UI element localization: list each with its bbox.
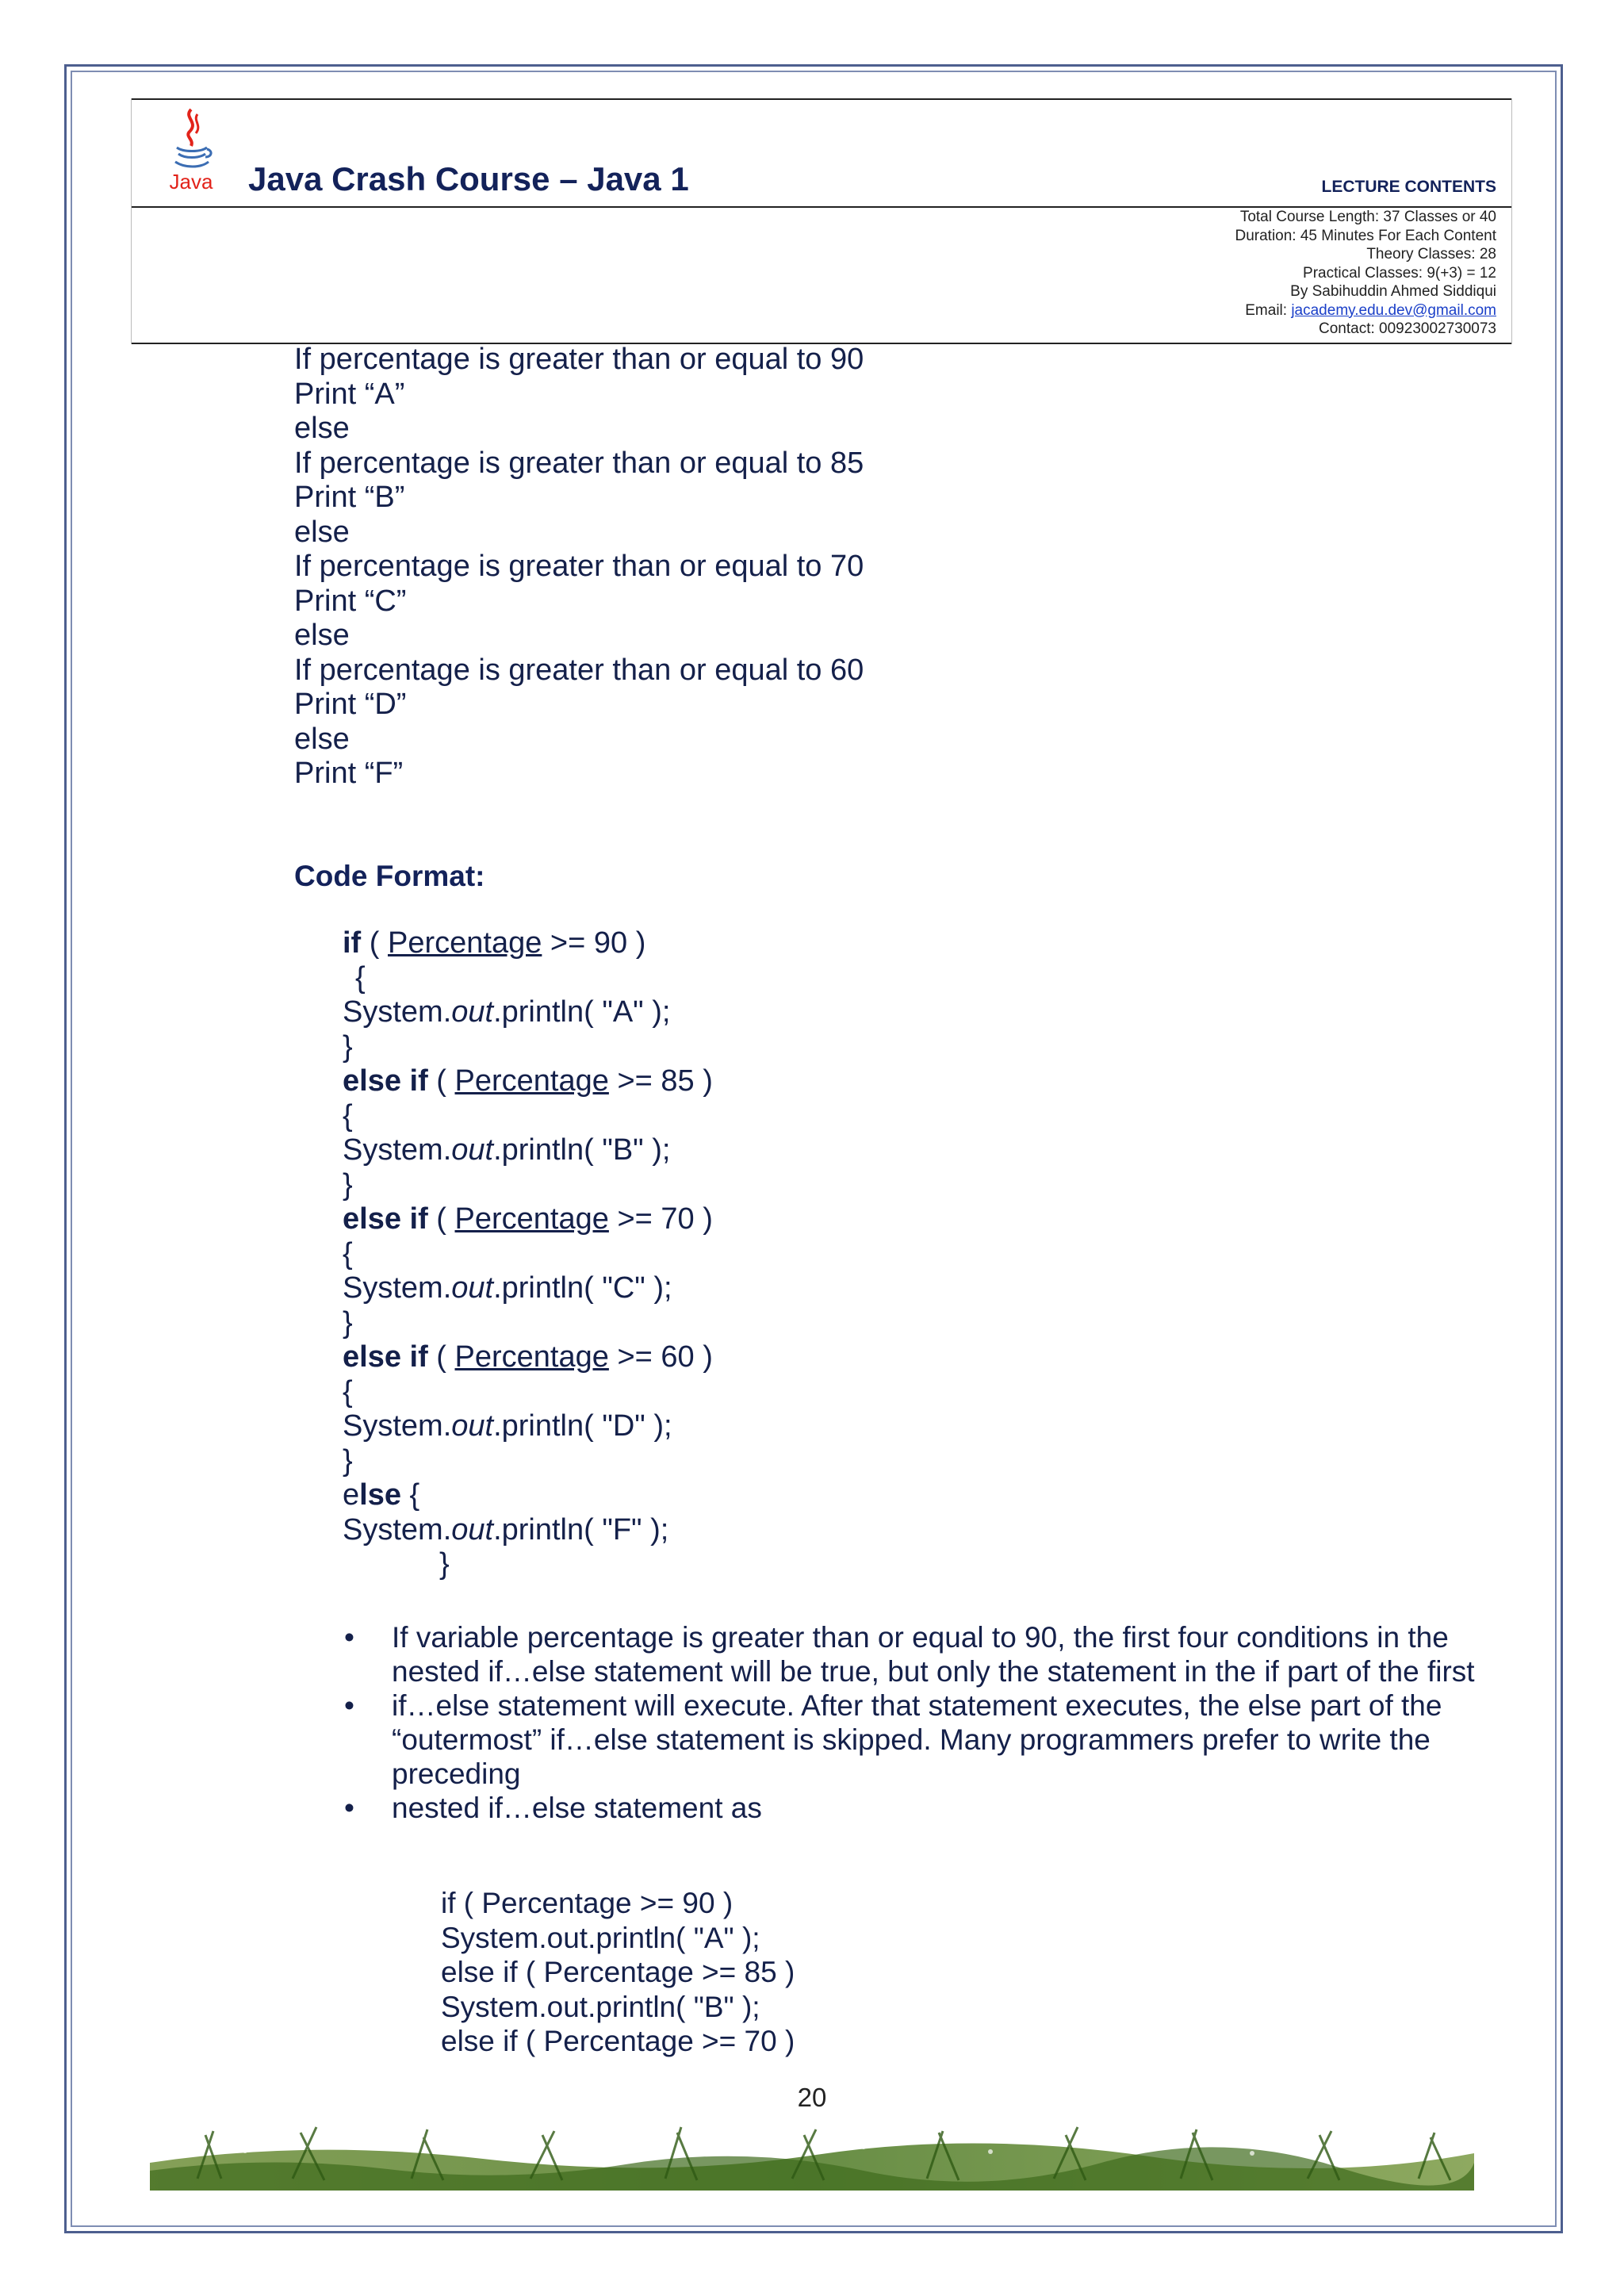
email-label: Email: (1245, 301, 1292, 319)
out-text: out (451, 1409, 494, 1443)
system-text: System. (343, 1133, 452, 1167)
code-block (343, 926, 713, 1582)
code-line-else-if (343, 1340, 713, 1375)
else-if-keyword: else if (343, 1064, 428, 1098)
code-line-brace: } (343, 1305, 353, 1340)
system-text: System. (343, 1271, 452, 1305)
println-text: .println( "A" ); (493, 995, 671, 1029)
condition: >= 90 ) (542, 926, 646, 960)
system-text: System. (343, 1512, 452, 1547)
code-line-print (343, 1513, 713, 1548)
code-line-brace: { (343, 1236, 353, 1271)
pseudocode-line: If percentage is greater than or equal to 60 (294, 653, 864, 687)
out-text: out (451, 1133, 494, 1167)
pseudocode-line: If percentage is greater than or equal to 90 (294, 343, 864, 376)
course-length: Total Course Length: 37 Classes or 40 (1239, 209, 1496, 225)
pseudocode-line: Print “B” (294, 481, 405, 514)
paren: ( (427, 1340, 455, 1374)
system-text: System. (343, 1409, 452, 1443)
pseudocode-line: If percentage is greater than or equal to 85 (294, 446, 864, 480)
code-line-brace: { (343, 1098, 353, 1133)
percentage-variable: Percentage (454, 1340, 609, 1374)
else-if-keyword: else if (343, 1340, 428, 1374)
else-if-keyword: else if (343, 1202, 428, 1236)
pseudocode-line: Print “C” (294, 584, 407, 618)
println-text: .println( "C" ); (493, 1271, 672, 1305)
percentage-variable: Percentage (454, 1064, 609, 1098)
out-text: out (451, 1512, 494, 1547)
java-logo-text: Java (169, 170, 213, 194)
code-example-2 (441, 1886, 795, 2059)
code-format-heading: Code Format: (294, 860, 485, 892)
code2-line: else if ( Percentage >= 85 ) (441, 1956, 795, 1988)
pseudocode-line: If percentage is greater than or equal to 70 (294, 550, 864, 583)
author: By Sabihuddin Ahmed Siddiqui (1290, 283, 1496, 300)
code2-line: System.out.println( "A" ); (441, 1921, 760, 1954)
println-text: .println( "B" ); (493, 1133, 671, 1167)
code2-line: if ( Percentage >= 90 ) (441, 1887, 733, 1919)
code-line-brace: } (343, 1029, 353, 1064)
pseudocode-line: Print “F” (294, 757, 404, 790)
system-text: System. (343, 995, 452, 1029)
code-line-brace: { (355, 960, 366, 995)
code2-line: System.out.println( "B" ); (441, 1990, 760, 2023)
course-duration: Duration: 45 Minutes For Each Content (1235, 227, 1496, 244)
else-keyword: lse (359, 1478, 401, 1512)
header-right-border (1511, 98, 1512, 344)
pseudocode-block (294, 343, 864, 792)
out-text: out (451, 1271, 494, 1305)
code-line-if (343, 926, 713, 961)
bullet-icon: • (344, 1792, 354, 1824)
paren: ( (361, 926, 388, 960)
bullet-icon: • (344, 1689, 354, 1722)
code-line-print (343, 1133, 713, 1168)
condition: >= 70 ) (608, 1202, 713, 1236)
code-line-brace: } (343, 1167, 353, 1202)
if-keyword: if (343, 926, 362, 960)
course-title: Java Crash Course – Java 1 (248, 160, 689, 197)
bullet-icon: • (344, 1621, 354, 1654)
email-line (1235, 301, 1496, 320)
code-line-else-if (343, 1064, 713, 1099)
println-text: .println( "F" ); (493, 1512, 669, 1547)
code-line-else-if (343, 1202, 713, 1237)
list-item-text: nested if…else statement as (392, 1792, 762, 1824)
header-left-border (131, 98, 132, 344)
email-link[interactable]: jacademy.edu.dev@gmail.com (1291, 301, 1496, 319)
percentage-variable: Percentage (388, 926, 542, 960)
header-top-rule (131, 98, 1512, 100)
code-line-brace: } (343, 1443, 353, 1478)
paren: ( (427, 1202, 455, 1236)
code-line-print (343, 1271, 713, 1306)
pseudocode-line: Print “D” (294, 688, 407, 721)
pseudocode-line: else (294, 412, 350, 445)
lecture-contents-label: LECTURE CONTENTS (1321, 178, 1496, 196)
code-line-else (343, 1478, 713, 1513)
pseudocode-line: else (294, 515, 350, 549)
percentage-variable: Percentage (454, 1202, 609, 1236)
println-text: .println( "D" ); (493, 1409, 672, 1443)
grass-footer-image (150, 2115, 1474, 2191)
page-header (131, 98, 1512, 344)
out-text: out (451, 995, 494, 1029)
condition: >= 60 ) (608, 1340, 713, 1374)
contact: Contact: 00923002730073 (1319, 320, 1496, 337)
theory-classes: Theory Classes: 28 (1366, 246, 1496, 263)
list-item (343, 1620, 1484, 1688)
code-line-brace: } (439, 1547, 450, 1581)
code-line-print (343, 1409, 713, 1444)
pseudocode-line: Print “A” (294, 377, 405, 411)
explanation-list (343, 1620, 1484, 1825)
pseudocode-line: else (294, 619, 350, 652)
paren: ( (427, 1064, 455, 1098)
java-logo-icon (167, 106, 215, 195)
list-item (343, 1688, 1484, 1791)
practical-classes: Practical Classes: 9(+3) = 12 (1303, 264, 1496, 282)
else-prefix: e (343, 1478, 360, 1512)
list-item-text: If variable percentage is greater than or equal to 90, the first four conditions in the nested if…else statement will be true, but only the statement in the if part of the first (392, 1621, 1475, 1688)
list-item (343, 1791, 1484, 1825)
page-number: 20 (797, 2083, 827, 2112)
list-item-text: if…else statement will execute. After that statement executes, the else part of the “outermost” if…else statement is skipped. Many programmers prefer to write the preceding (392, 1689, 1442, 1790)
else-brace: { (400, 1478, 420, 1512)
condition: >= 85 ) (608, 1064, 713, 1098)
pseudocode-line: else (294, 722, 350, 756)
course-info (1235, 208, 1496, 339)
code2-line: else if ( Percentage >= 70 ) (441, 2025, 795, 2057)
code-line-print (343, 995, 713, 1030)
code-line-brace: { (343, 1374, 353, 1409)
